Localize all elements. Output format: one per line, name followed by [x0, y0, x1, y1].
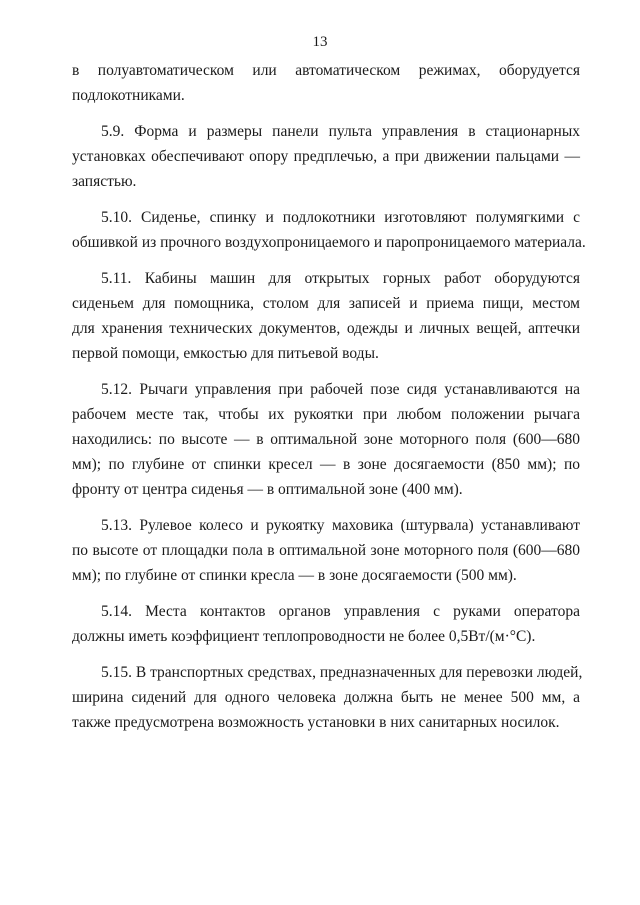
text-line: 5.14. Места контактов органов управления с руками оператора — [101, 603, 580, 620]
text-line: рабочем месте так, чтобы их рукоятки при любом положении рычага — [72, 406, 580, 423]
text-line: первой помощи, емкостью для питьевой воды. — [72, 345, 379, 362]
text-line: 5.13. Рулевое колесо и рукоятку маховика (штурвала) устанавливают — [101, 517, 580, 534]
text-line: обшивкой из прочного воздухопроницаемого и паропроницаемого материала. — [72, 234, 586, 251]
text-line: 5.11. Кабины машин для открытых горных работ оборудуются — [101, 270, 580, 287]
text-line: установках обеспечивают опору предплечью, а при движении пальцами — — [72, 148, 580, 165]
text-line: также предусмотрена возможность установки в них санитарных носилок. — [72, 714, 560, 731]
text-line: в полуавтоматическом или автоматическом режимах, оборудуется — [72, 62, 580, 79]
paragraph-gap — [72, 366, 580, 377]
text-line: 5.10. Сиденье, спинку и подлокотники изготовляют полумягкими с — [101, 209, 580, 226]
text-line: сиденьем для помощника, столом для записей и приема пищи, местом — [72, 295, 580, 312]
paragraph-gap — [72, 108, 580, 119]
document-body — [72, 58, 586, 735]
text-line: находились: по высоте — в оптимальной зоне моторного поля (600—680 — [72, 431, 580, 448]
text-line: 5.12. Рычаги управления при рабочей позе сидя устанавливаются на — [101, 381, 580, 398]
text-line: мм); по глубине от спинки кресел — в зоне досягаемости (850 мм); по — [72, 456, 580, 473]
text-line: по высоте от площадки пола в оптимальной зоне моторного поля (600—680 — [72, 542, 580, 559]
text-line: 5.15. В транспортных средствах, предназначенных для перевозки людей, — [101, 664, 583, 681]
text-line: запястью. — [72, 173, 137, 190]
paragraph-gap — [72, 255, 580, 266]
paragraph-gap — [72, 502, 580, 513]
paragraph-gap — [72, 194, 580, 205]
paragraph-gap — [72, 649, 580, 660]
page-number: 13 — [312, 34, 328, 50]
text-line: мм); по глубине от спинки кресла — в зоне досягаемости (500 мм). — [72, 567, 517, 584]
text-line: ширина сидений для одного человека должна быть не менее 500 мм, а — [72, 689, 580, 706]
text-line: подлокотниками. — [72, 87, 185, 104]
text-line: должны иметь коэффициент теплопроводности не более 0,5Вт/(м·°С). — [72, 628, 536, 645]
text-line: фронту от центра сиденья — в оптимальной зоне (400 мм). — [72, 481, 463, 498]
paragraph-gap — [72, 588, 580, 599]
text-line: для хранения технических документов, одежды и личных вещей, аптечки — [72, 320, 580, 337]
text-line: 5.9. Форма и размеры панели пульта управления в стационарных — [101, 123, 580, 140]
